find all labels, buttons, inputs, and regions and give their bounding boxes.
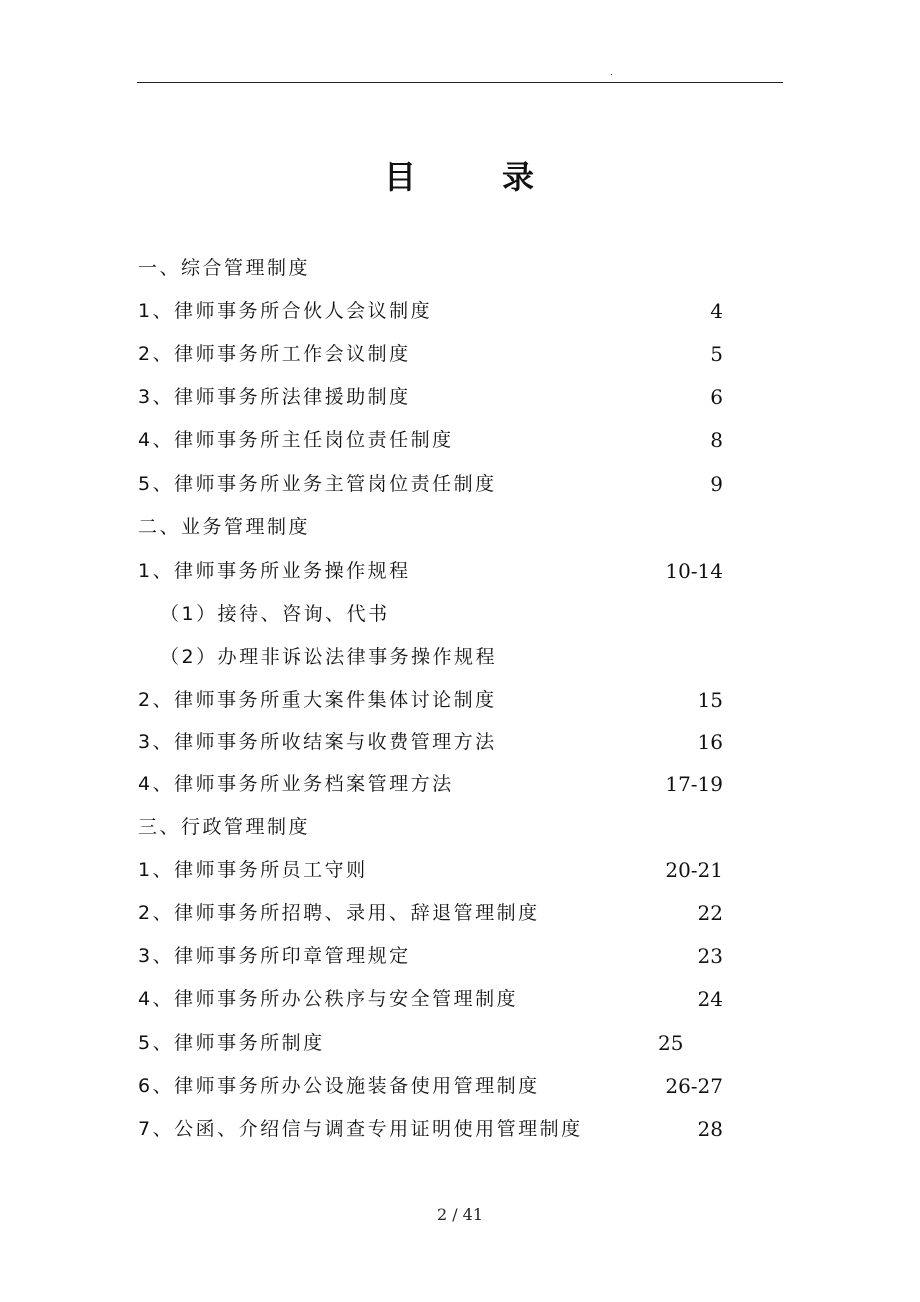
toc-entry-label[interactable]: 4、律师事务所办公秩序与安全管理制度 bbox=[138, 988, 519, 1010]
toc-entry-page: 20-21 bbox=[665, 858, 723, 882]
toc-entry-page: 28 bbox=[697, 1117, 723, 1141]
toc-entry-label[interactable]: 4、律师事务所主任岗位责任制度 bbox=[138, 429, 454, 451]
toc-entry-label[interactable]: 1、律师事务所业务操作规程 bbox=[138, 560, 411, 582]
toc-entry-label[interactable]: 3、律师事务所法律援助制度 bbox=[138, 386, 411, 408]
toc-entry-label[interactable]: 5、律师事务所业务主管岗位责任制度 bbox=[138, 473, 497, 495]
title-char-1: 目 bbox=[383, 158, 418, 196]
toc-entry-page: 22 bbox=[697, 901, 723, 925]
toc-entry-label[interactable]: 7、公函、介绍信与调查专用证明使用管理制度 bbox=[138, 1118, 583, 1140]
toc-entry-label[interactable]: 4、律师事务所业务档案管理方法 bbox=[138, 773, 454, 795]
toc-entry-label[interactable]: 6、律师事务所办公设施装备使用管理制度 bbox=[138, 1075, 540, 1097]
toc-subentry-label[interactable]: （1）接待、咨询、代书 bbox=[160, 603, 390, 625]
toc-entry-label[interactable]: 3、律师事务所收结案与收费管理方法 bbox=[138, 731, 497, 753]
toc-entry-page: 5 bbox=[710, 342, 723, 366]
toc-entry-page: 25 bbox=[658, 1031, 684, 1055]
toc-entry-label[interactable]: 1、律师事务所合伙人会议制度 bbox=[138, 300, 433, 322]
toc-section-1[interactable]: 一、综合管理制度 bbox=[138, 257, 311, 279]
header-mark: . bbox=[610, 68, 613, 78]
toc-entry-page: 23 bbox=[697, 944, 723, 968]
toc-entry-page: 6 bbox=[710, 385, 723, 409]
toc-entry-label[interactable]: 2、律师事务所招聘、录用、辞退管理制度 bbox=[138, 902, 540, 924]
toc-section-3[interactable]: 三、行政管理制度 bbox=[138, 816, 311, 838]
toc-entry-page: 9 bbox=[710, 472, 723, 496]
toc-entry-page: 17-19 bbox=[665, 772, 723, 796]
page-number: 2 / 41 bbox=[436, 1205, 484, 1224]
toc-entry-page: 4 bbox=[710, 299, 723, 323]
toc-entry-page: 24 bbox=[697, 987, 723, 1011]
toc-entry-label[interactable]: 2、律师事务所重大案件集体讨论制度 bbox=[138, 689, 497, 711]
toc-entry-page: 16 bbox=[697, 730, 723, 754]
toc-subentry-label[interactable]: （2）办理非诉讼法律事务操作规程 bbox=[160, 646, 498, 668]
toc-entry-page: 15 bbox=[697, 688, 723, 712]
toc-entry-label[interactable]: 3、律师事务所印章管理规定 bbox=[138, 945, 411, 967]
toc-entry-label[interactable]: 5、律师事务所制度 bbox=[138, 1032, 325, 1054]
title-char-2: 录 bbox=[502, 158, 537, 196]
toc-entry-page: 8 bbox=[710, 428, 723, 452]
toc-entry-page: 26-27 bbox=[665, 1074, 723, 1098]
toc-entry-label[interactable]: 1、律师事务所员工守则 bbox=[138, 859, 368, 881]
toc-entry-label[interactable]: 2、律师事务所工作会议制度 bbox=[138, 343, 411, 365]
toc-entry-page: 10-14 bbox=[665, 559, 723, 583]
toc-section-2[interactable]: 二、业务管理制度 bbox=[138, 516, 311, 538]
